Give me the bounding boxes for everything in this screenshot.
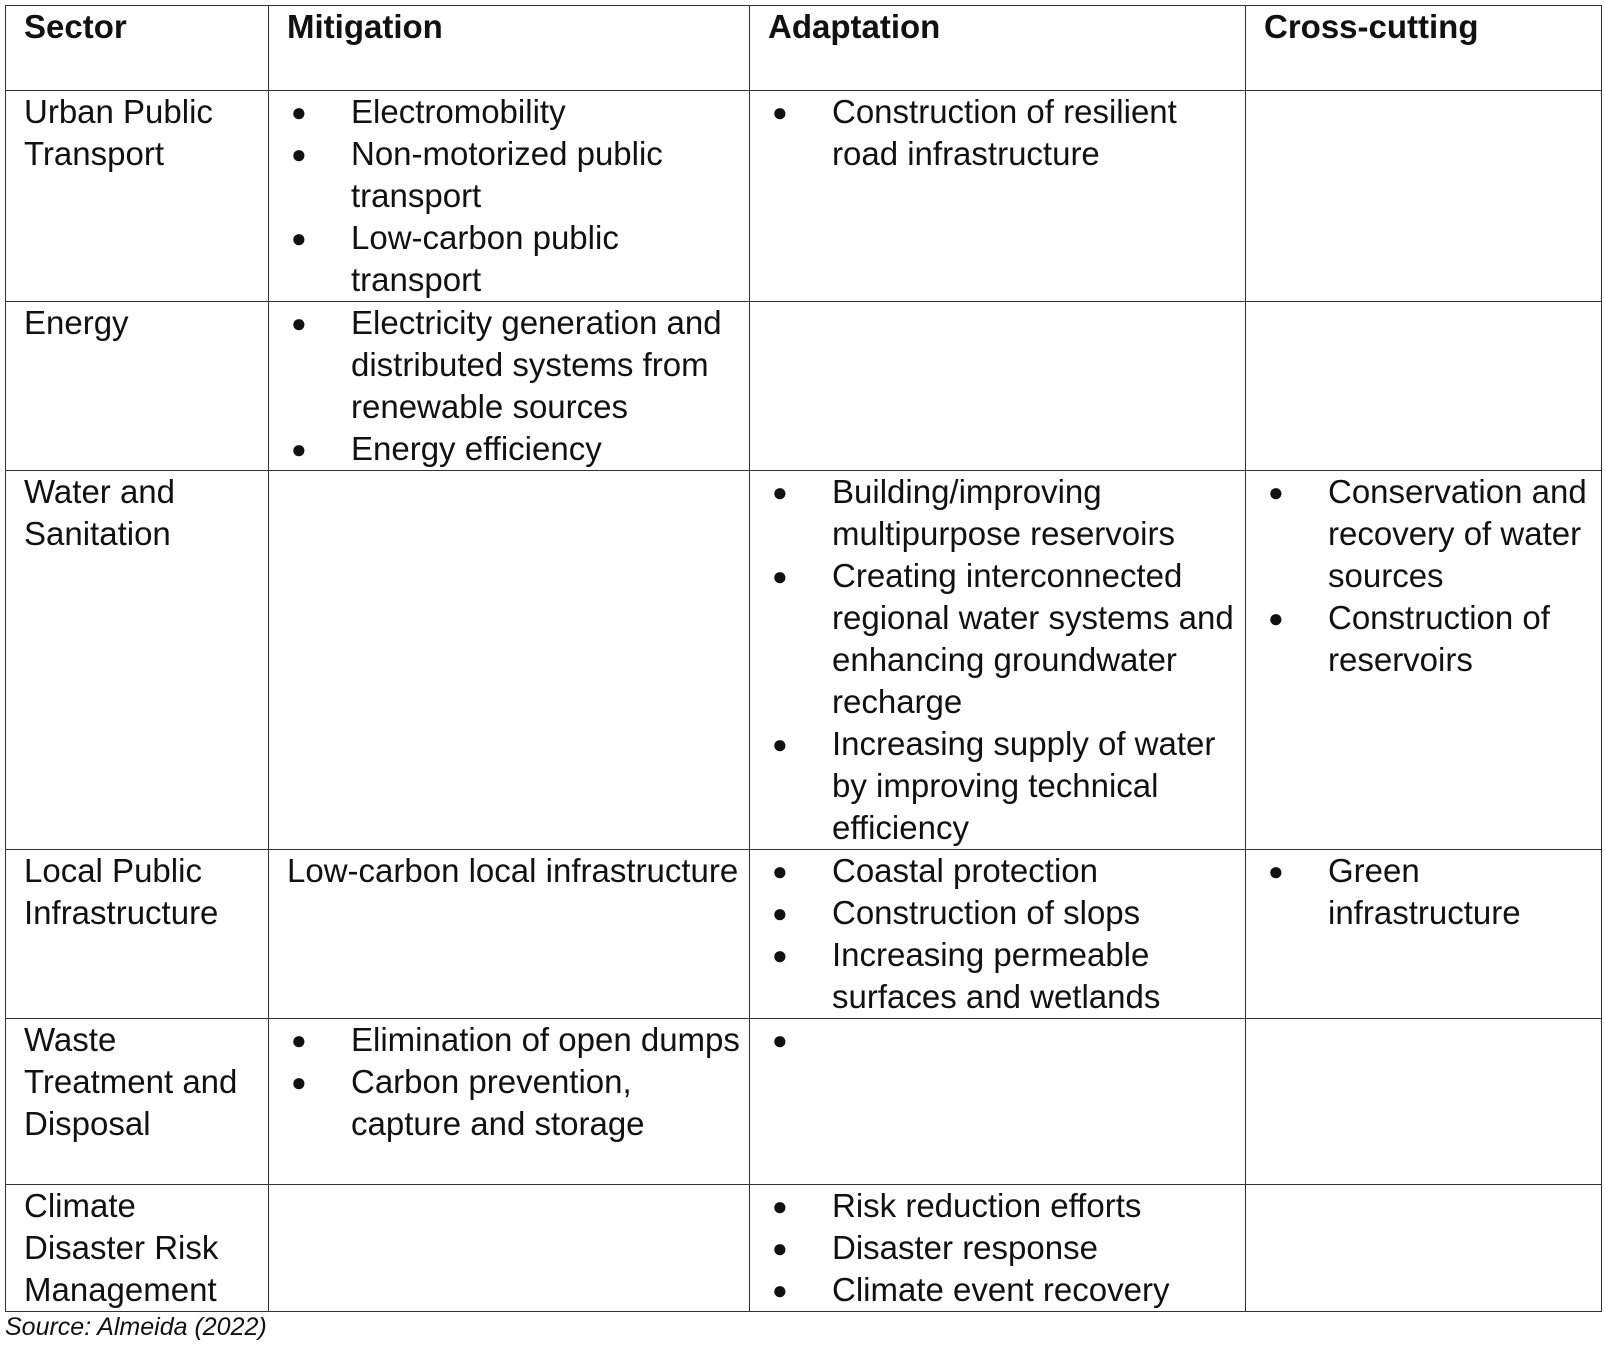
bullet-icon: ● bbox=[291, 1025, 307, 1055]
list-item-text: Carbon prevention, capture and storage bbox=[351, 1063, 645, 1142]
bullet-icon: ● bbox=[772, 729, 788, 759]
adaptation-list bbox=[768, 471, 1237, 849]
sector-cell: Energy bbox=[6, 302, 269, 471]
list-item-text: Non-motorized public transport bbox=[351, 135, 663, 214]
table-row bbox=[6, 850, 1602, 1019]
bullet-icon: ● bbox=[291, 97, 307, 127]
adaptation-list bbox=[768, 850, 1237, 1018]
list-item-text: Conservation and recovery of water sources bbox=[1328, 473, 1587, 594]
bullet-icon: ● bbox=[772, 940, 788, 970]
mitigation-list bbox=[287, 1019, 741, 1145]
list-item bbox=[768, 723, 1237, 849]
sector-cell: Waste Treatment and Disposal bbox=[6, 1019, 269, 1185]
mitigation-cell bbox=[269, 1019, 750, 1185]
adaptation-cell bbox=[750, 1185, 1246, 1312]
list-item bbox=[1264, 850, 1593, 934]
list-item-text: Creating interconnected regional water systems and enhancing groundwater recharge bbox=[832, 557, 1234, 720]
list-item-text: Elimination of open dumps bbox=[351, 1021, 740, 1058]
mitigation-list bbox=[287, 302, 741, 470]
adaptation-cell bbox=[750, 850, 1246, 1019]
bullet-icon: ● bbox=[772, 1233, 788, 1263]
list-item-text: Construction of reservoirs bbox=[1328, 599, 1550, 678]
table-row bbox=[6, 302, 1602, 471]
cross-cutting-cell bbox=[1246, 471, 1602, 850]
bullet-icon: ● bbox=[291, 434, 307, 464]
list-item bbox=[287, 428, 741, 470]
adaptation-cell bbox=[750, 1019, 1246, 1185]
table-header-row bbox=[6, 6, 1602, 91]
list-item-text: Energy efficiency bbox=[351, 430, 602, 467]
list-item bbox=[1264, 471, 1593, 597]
list-item-text: Building/improving multipurpose reservoirs bbox=[832, 473, 1175, 552]
cross-cutting-list bbox=[1264, 850, 1593, 934]
mitigation-cell bbox=[269, 471, 750, 850]
sector-measures-table bbox=[5, 5, 1602, 1312]
bullet-icon: ● bbox=[772, 561, 788, 591]
cross-cutting-cell bbox=[1246, 1185, 1602, 1312]
list-item-text: Climate event recovery bbox=[832, 1271, 1170, 1308]
cross-cutting-list bbox=[1264, 471, 1593, 681]
sector-cell: Water and Sanitation bbox=[6, 471, 269, 850]
list-item bbox=[287, 1061, 741, 1145]
sector-cell: Climate Disaster Risk Management bbox=[6, 1185, 269, 1312]
bullet-icon: ● bbox=[291, 223, 307, 253]
adaptation-list bbox=[768, 91, 1237, 175]
cross-cutting-cell bbox=[1246, 91, 1602, 302]
list-item bbox=[287, 133, 741, 217]
list-item bbox=[768, 1185, 1237, 1227]
mitigation-cell bbox=[269, 91, 750, 302]
list-item bbox=[768, 934, 1237, 1018]
adaptation-cell bbox=[750, 302, 1246, 471]
list-item-text: Disaster response bbox=[832, 1229, 1098, 1266]
table-row bbox=[6, 1185, 1602, 1312]
sector-cell: Local Public Infrastructure bbox=[6, 850, 269, 1019]
adaptation-list bbox=[768, 1185, 1237, 1311]
source-caption: Source: Almeida (2022) bbox=[5, 1313, 267, 1341]
header-adaptation: Adaptation bbox=[750, 6, 1246, 91]
mitigation-cell bbox=[269, 1185, 750, 1312]
bullet-icon: ● bbox=[291, 1067, 307, 1097]
list-item bbox=[768, 892, 1237, 934]
list-item bbox=[287, 1019, 741, 1061]
bullet-icon: ● bbox=[1268, 603, 1284, 633]
adaptation-cell bbox=[750, 91, 1246, 302]
list-item-text: Green infrastructure bbox=[1328, 852, 1521, 931]
list-item-text: Increasing permeable surfaces and wetlands bbox=[832, 936, 1161, 1015]
list-item bbox=[768, 1227, 1237, 1269]
list-item-text: Electricity generation and distributed systems from renewable sources bbox=[351, 304, 722, 425]
list-item-text: Risk reduction efforts bbox=[832, 1187, 1142, 1224]
list-item bbox=[768, 850, 1237, 892]
bullet-icon: ● bbox=[1268, 856, 1284, 886]
list-item-text: Construction of slops bbox=[832, 894, 1141, 931]
list-item-text: Low-carbon public transport bbox=[351, 219, 619, 298]
bullet-icon: ● bbox=[772, 477, 788, 507]
cross-cutting-cell bbox=[1246, 1019, 1602, 1185]
bullet-icon: ● bbox=[291, 308, 307, 338]
list-item bbox=[768, 471, 1237, 555]
bullet-icon: ● bbox=[772, 97, 788, 127]
bullet-icon: ● bbox=[1268, 477, 1284, 507]
mitigation-cell: Low-carbon local infrastructure bbox=[269, 850, 750, 1019]
list-item-text: Coastal protection bbox=[832, 852, 1098, 889]
sector-cell: Urban Public Transport bbox=[6, 91, 269, 302]
bullet-icon: ● bbox=[772, 1191, 788, 1221]
mitigation-list bbox=[287, 91, 741, 301]
bullet-icon: ● bbox=[772, 1275, 788, 1305]
list-item-text: Construction of resilient road infrastructure bbox=[832, 93, 1177, 172]
header-mitigation: Mitigation bbox=[269, 6, 750, 91]
cross-cutting-cell bbox=[1246, 850, 1602, 1019]
list-item bbox=[768, 1269, 1237, 1311]
bullet-icon: ● bbox=[772, 1025, 788, 1055]
table-row bbox=[6, 91, 1602, 302]
table-row bbox=[6, 1019, 1602, 1185]
list-item bbox=[1264, 597, 1593, 681]
list-item-text: Electromobility bbox=[351, 93, 566, 130]
list-item bbox=[287, 91, 741, 133]
header-cross-cutting: Cross-cutting bbox=[1246, 6, 1602, 91]
list-item bbox=[287, 302, 741, 428]
bullet-icon: ● bbox=[772, 898, 788, 928]
list-item bbox=[768, 555, 1237, 723]
adaptation-cell bbox=[750, 471, 1246, 850]
list-item bbox=[287, 217, 741, 301]
mitigation-cell bbox=[269, 302, 750, 471]
list-item bbox=[768, 91, 1237, 175]
header-sector: Sector bbox=[6, 6, 269, 91]
bullet-icon: ● bbox=[291, 139, 307, 169]
list-item-text: Increasing supply of water by improving technical efficiency bbox=[832, 725, 1216, 846]
table-row bbox=[6, 471, 1602, 850]
cross-cutting-cell bbox=[1246, 302, 1602, 471]
bullet-icon: ● bbox=[772, 856, 788, 886]
